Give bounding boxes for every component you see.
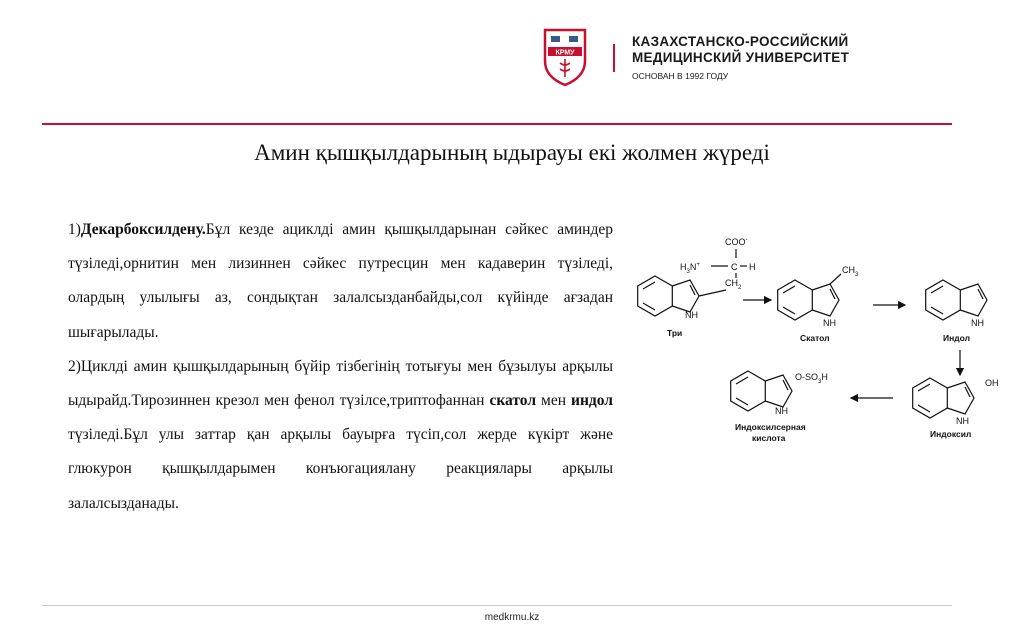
paragraph-decarboxylation [68, 213, 613, 350]
para2-text-b: мен [536, 392, 572, 410]
alpha-carbon-label: C [731, 262, 738, 272]
footer-divider [42, 605, 952, 606]
indoksilsernaya-nh: NH [775, 406, 788, 416]
slide-title: Амин қышқылдарының ыдырауы екі жолмен жүреді [254, 140, 770, 165]
term-skatol: скатол [489, 392, 537, 410]
label-indol: Индол [943, 333, 971, 343]
para1-text: Бұл кезде ациклді амин қышқылдарынан сәйкес аминдер түзіледі,орнитин мен лизиннен сәйкес путресцин мен кадаверин түзіледі, олардың улылығы аз, сондықтан залалсызданбайды,сол күйінде ағзадан шығарылады. [68, 221, 613, 341]
para2-text-c: түзіледі.Бұл улы заттар қан арқылы бауырға түсіп,сол жерде күкірт және глюкурон қышқылдарымен конъюгациялану реакциялары арқылы залалсызданады. [68, 426, 613, 512]
term-indol: индол [571, 392, 613, 410]
logo-text: КРМУ [555, 49, 575, 57]
h-label: H [749, 262, 756, 272]
indoksil-structure [913, 378, 974, 418]
label-indoksilsernaya-1: Индоксилсерная [735, 422, 806, 432]
indoksilsernaya-structure [731, 371, 792, 411]
h3n-label: $H_3N^+$ [680, 262, 700, 275]
footer-website: medkrmu.kz [484, 612, 540, 623]
university-logo [540, 27, 590, 87]
skatol-nh: NH [823, 318, 836, 328]
ch2-label: $CH_2$ [725, 278, 742, 291]
university-name-line1: КАЗАХСТАНСКО-РОССИЙСКИЙ [632, 34, 849, 49]
header-divider [42, 123, 952, 125]
paragraph-oxidation [68, 350, 613, 521]
skatol-structure [778, 280, 839, 320]
header-separator [613, 44, 615, 72]
ch3-label: $CH_3$ [842, 265, 859, 278]
term-decarboxylation: Декарбоксилдену. [80, 221, 206, 238]
label-tri: Три [667, 328, 683, 338]
indol-nh: NH [971, 318, 984, 328]
label-indoksil: Индоксил [930, 429, 972, 439]
oso3h-label: $O-SO_3H$ [795, 372, 828, 385]
slide-body [68, 213, 613, 521]
oh-label: OH [985, 378, 999, 388]
tryptophan-nh: NH [685, 310, 698, 320]
university-name-line2: МЕДИЦИНСКИЙ УНИВЕРСИТЕТ [632, 50, 850, 65]
label-skatol: Скатол [800, 333, 830, 343]
reaction-scheme [625, 228, 1024, 458]
founded-caption: ОСНОВАН В 1992 ГОДУ [632, 71, 729, 81]
label-indoksilsernaya-2: кислота [752, 433, 786, 443]
coo-label: COO- [725, 237, 748, 247]
para1-prefix: 1) [68, 221, 81, 238]
para2-text-a: 2)Циклді амин қышқылдарының бүйір тізбегінің тотығуы мен бұзылуы арқылы ыдырайд.Тирозиннен крезол мен фенол түзілсе,триптофаннан [68, 357, 613, 410]
indol-structure [926, 280, 987, 320]
indoksil-nh: NH [956, 416, 969, 426]
